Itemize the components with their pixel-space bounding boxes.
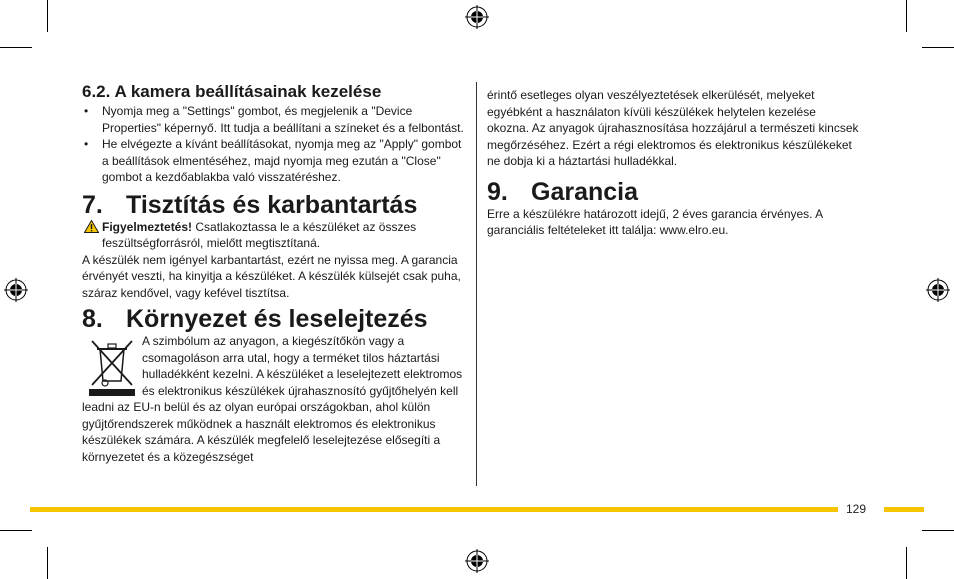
warning-label: Figyelmeztetés! — [102, 219, 193, 234]
section-8-content — [82, 333, 468, 465]
crop-mark — [906, 547, 907, 579]
registration-mark-icon — [465, 5, 489, 29]
crop-mark — [0, 530, 32, 531]
registration-mark-icon — [4, 278, 28, 302]
section-8-heading: 8. Környezet és leselejtezés — [82, 305, 428, 333]
footer-bar — [30, 507, 838, 512]
crop-mark — [922, 47, 954, 48]
warning-text: Csatlakoztassa le a készüléket az összes feszültségforrásról, mielőtt megtisztítaná. — [102, 219, 417, 250]
section-9-heading: 9. Garancia — [487, 177, 639, 206]
section-8-body: A szimbólum az anyagon, a kiegészítőkön vagy a csomagoláson arra utal, hogy a terméket tilos háztartási hulladékként kezelni. A készüléket a leselejtezett elektromos és elektronikus készülékek újrahasznosító gyűjtőhelyén kell leadni az EU-n belül és az olyan európai országokban, ahol külön gyűjtőrendszerek működnek a használt elektromos és elektronikus készülékek számára. A készülék megfelelő leselejtezése elősegíti a környezetet és a közegészséget — [82, 334, 463, 464]
left-column — [82, 82, 468, 465]
crop-mark — [0, 47, 32, 48]
registration-mark-icon — [926, 278, 950, 302]
section-6-2-list — [82, 103, 468, 186]
section-6-2-heading: 6.2. A kamera beállításainak kezelése — [82, 82, 382, 101]
column-divider — [476, 82, 477, 486]
list-item: • He elvégezte a kívánt beállításokat, nyomja meg az "Apply" gombot a beállítások elmentéséhez, majd nyomja meg ezután a "Close" gombot a kezdőablakba való visszatéréshez. — [84, 137, 462, 184]
warning-triangle-icon — [84, 220, 99, 233]
section-7-heading: 7. Tisztítás és karbantartás — [82, 190, 418, 219]
list-item: • Nyomja meg a "Settings" gombot, és megjelenik a "Device Properties" képernyő. Itt tudja a beállítani a színeket és a felbontást. — [84, 104, 464, 135]
section-7-body: A készülék nem igényel karbantartást, ezért ne nyissa meg. A garancia érvényét veszti, ha kinyitja a készüléket. A készülék külsejét csak puha, száraz kendővel, vagy kefével tisztítsa. — [82, 252, 461, 300]
warning-block — [82, 219, 468, 252]
section-9-body: Erre a készülékre határozott idejű, 2 éves garancia érvényes. A garanciális feltételeket itt találja: www.elro.eu. — [487, 206, 823, 237]
right-column — [487, 87, 859, 239]
page-number: 129 — [846, 502, 867, 516]
continued-text: érintő esetleges olyan veszélyeztetések elkerülését, melyeket egyébként a használaton kívüli készülékek helytelen kezelése okozna. Az anyagok újrahasznosítása hozzájárul a természeti kincsek megőrzéséhez. Ezért a régi elektromos és elektronikus készülékeket ne dobja ki a háztartási hulladékkal. — [487, 88, 859, 168]
footer-bar — [884, 507, 924, 512]
crop-mark — [47, 0, 48, 32]
registration-mark-icon — [465, 549, 489, 573]
crop-mark — [922, 530, 954, 531]
crop-mark — [906, 0, 907, 32]
weee-bin-icon — [86, 335, 138, 397]
crop-mark — [47, 547, 48, 579]
